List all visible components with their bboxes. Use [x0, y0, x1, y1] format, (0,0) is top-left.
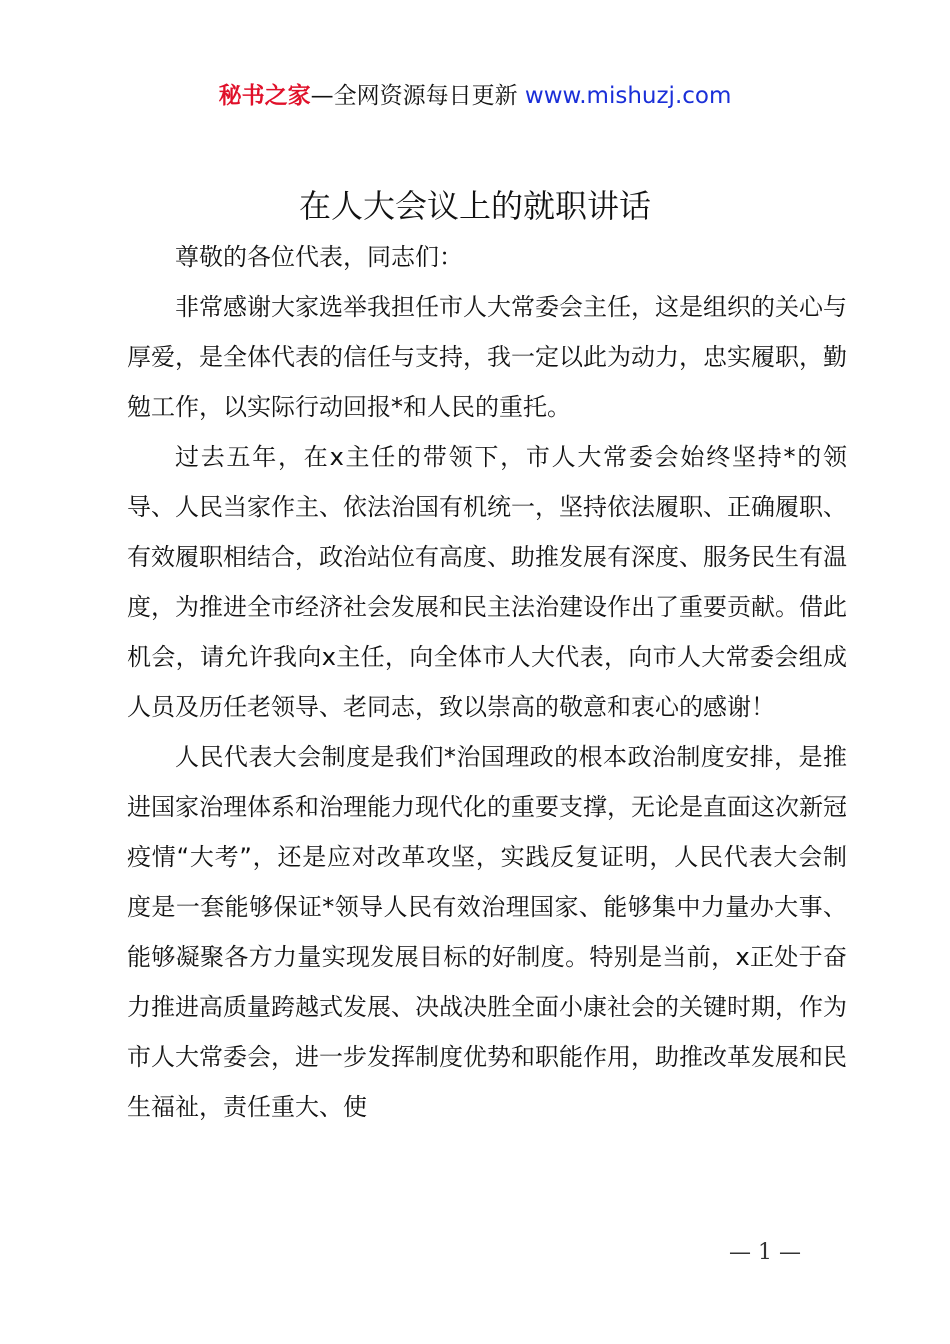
- site-header: [0, 80, 950, 112]
- body-paragraph: 非常感谢大家选举我担任市人大常委会主任，这是组织的关心与厚爱，是全体代表的信任与支持，我一定以此为动力，忠实履职，勤勉工作，以实际行动回报*和人民的重托。: [127, 293, 847, 421]
- document-body: [127, 232, 847, 1132]
- page-number: — 1 —: [729, 1240, 801, 1265]
- header-tagline: —全网资源每日更新: [310, 83, 525, 109]
- document-title: 在人大会议上的就职讲话: [298, 187, 651, 225]
- body-paragraph: 过去五年，在x主任的带领下，市人大常委会始终坚持*的领导、人民当家作主、依法治国有机统一，坚持依法履职、正确履职、有效履职相结合，政治站位有高度、助推发展有深度、服务民生有温度，为推进全市经济社会发展和民主法治建设作出了重要贡献。借此机会，请允许我向x主任，向全体市人大代表，向市人大常委会组成人员及历任老领导、老同志，致以崇高的敬意和衷心的感谢！: [127, 443, 847, 721]
- site-url-link[interactable]: www.mishuzj.com: [524, 83, 732, 109]
- brand-name: 秘书之家: [218, 83, 311, 109]
- salutation-paragraph: 尊敬的各位代表，同志们：: [175, 243, 463, 271]
- body-paragraph: 人民代表大会制度是我们*治国理政的根本政治制度安排，是推进国家治理体系和治理能力现代化的重要支撑，无论是直面这次新冠疫情“大考”，还是应对改革攻坚，实践反复证明，人民代表大会制度是一套能够保证*领导人民有效治理国家、能够集中力量办大事、能够凝聚各方力量实现发展目标的好制度。特别是当前，x正处于奋力推进高质量跨越式发展、决战决胜全面小康社会的关键时期，作为市人大常委会，进一步发挥制度优势和职能作用，助推改革发展和民生福祉，责任重大、使: [127, 743, 847, 1121]
